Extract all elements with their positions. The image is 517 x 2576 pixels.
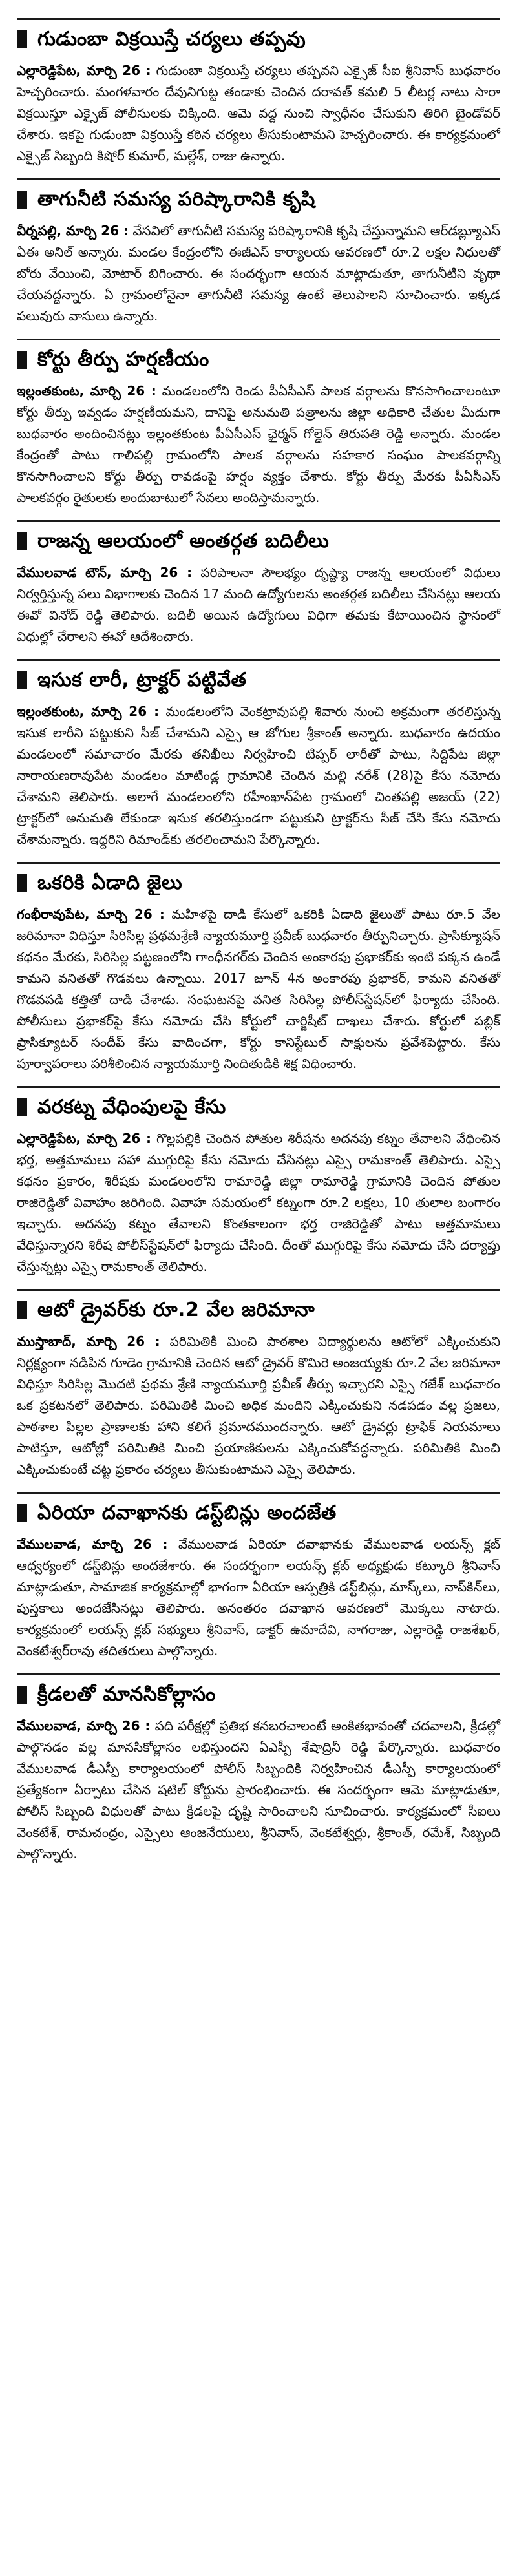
article-body-text: గుడుంబా విక్రయిస్తే చర్యలు తప్పవని ఎక్సైజ్ సీఐ శ్రీనివాస్ బుధవారం హెచ్చరించారు. మంగళవారం దేవునిగుట్ట తండాకు చెందిన దరావత్ కమలి 5 లీటర్ల నాటు సారా విక్రయిస్తూ ఎక్సైజ్ పోలీసులకు చిక్కింది. ఆమె వద్ద నుంచి స్వాధీనం చేసుకుని తిరిగి బైండోవర్ చేశారు. ఇకపై గుడుంబా విక్రయిస్తే కఠిన చర్యలు తీసుకుంటామని హెచ్చరించారు. ఈ కార్యక్రమంలో ఎక్సైజ్ సిబ్బంది కిషోర్ కుమార్, మల్లేశ్, రాజు ఉన్నారు. (17, 63, 500, 163)
news-article (17, 1289, 500, 1480)
article-headline (17, 339, 500, 377)
article-body (17, 381, 500, 508)
article-headline (17, 1492, 500, 1530)
article-headline (17, 862, 500, 900)
article-headline (17, 1086, 500, 1124)
article-body-text: పరిమితికి మించి పాఠశాల విద్యార్థులను ఆటోలో ఎక్కించుకుని నిర్లక్ష్యంగా నడిపిన గూడెం గ్రామానికి చెందిన ఆటో డ్రైవర్ కొమిరె అంజయ్యకు రూ.2 వేల జరిమానా విధిస్తూ సిరిసిల్ల మొదటి ప్రథమ శ్రేణి న్యాయమూర్తి ప్రవీణ్ తీర్పు ఇచ్చారని ఎస్సై గజేశ్ బుధవారం ఒక ప్రకటనలో తెలిపారు. పరిమితికి మించి అధిక మందిని ఎక్కించుకుని నడపడం వల్ల ప్రజలు, పాఠశాల పిల్లల ప్రాణాలకు హాని కలిగే ప్రమాదముందన్నారు. ఆటో డ్రైవర్లు ట్రాఫిక్ నియమాలు పాటిస్తూ, ఆటోల్లో పరిమితికి మించి ప్రయాణికులను ఎక్కించుకోవద్దన్నారు. పరిమితికి మించి ఎక్కించుకుంటే చట్ట ప్రకారం చర్యలు తీసుకుంటామని ఎస్సై తెలిపారు. (17, 1334, 500, 1477)
article-body (17, 904, 500, 1074)
article-headline (17, 659, 500, 697)
article-dateline: ఎల్లారెడ్డిపేట, మార్చి 26 : (17, 63, 151, 78)
article-body-text: పరిపాలనా సౌలభ్యం దృష్ట్యా రాజన్న ఆలయంలో విధులు నిర్వర్తిస్తున్న పలు విభాగాలకు చెందిన 17 మంది ఉద్యోగులను అంతర్గత బదిలీలు చేసినట్లు ఆలయ ఈవో వినోద్ రెడ్డి తెలిపారు. బదిలీ అయిన ఉద్యోగులు విధిగా తమకు కేటాయించిన స్థానంలో విధుల్లో చేరాలని ఈవో ఆదేశించారు. (17, 565, 500, 644)
article-dateline: వేములవాడ, మార్చి 26 : (17, 1536, 168, 1552)
news-article (17, 1492, 500, 1662)
article-headline-text: ఆటో డ్రైవర్‌కు రూ.2 వేల జరిమానా (37, 1299, 315, 1321)
news-article (17, 18, 500, 167)
article-headline (17, 1289, 500, 1327)
article-body (17, 1128, 500, 1277)
article-body-text: పది పరీక్షల్లో ప్రతిభ కనబరచాలంటే అంకితభావంతో చదవాలని, క్రీడల్లో పాల్గొనడం వల్ల మానసికోల్లాసం లభిస్తుందని ఏఎస్పీ శేషాద్రినీ రెడ్డి పేర్కొన్నారు. బుధవారం వేములవాడ డీఎస్పీ కార్యాలయంలో పోలీస్ సిబ్బందికి నిర్వహించిన డీఎస్పీ కార్యాలయంలో ప్రత్యేకంగా ఏర్పాటు చేసిన షటిల్ కోర్టును ప్రారంభించారు. ఈ సందర్భంగా ఆమె మాట్లాడుతూ, పోలీస్ సిబ్బంది విధులతో పాటు క్రీడలపై దృష్టి సారించాలని సూచించారు. కార్యక్రమంలో సీఐలు వెంకటేశ్, రామచంద్రం, ఎస్సైలు ఆంజనేయులు, శ్రీనివాస్, వెంకటేశ్వర్లు, శ్రీకాంత్, రమేశ్, సిబ్బంది పాల్గొన్నారు. (17, 1718, 500, 1861)
article-dateline: ఇల్లంతకుంట, మార్చి 26 : (17, 704, 160, 719)
article-headline (17, 520, 500, 558)
article-headline-text: ఒకరికి ఏడాది జైలు (37, 872, 183, 894)
news-article (17, 178, 500, 327)
article-dateline: ఇల్లంతకుంట, మార్చి 26 : (17, 383, 156, 399)
article-body (17, 60, 500, 167)
article-headline (17, 18, 500, 56)
article-body (17, 562, 500, 647)
article-headline (17, 178, 500, 216)
article-headline-text: రాజన్న ఆలయంలో అంతర్గత బదిలీలు (37, 530, 330, 552)
article-headline-text: వరకట్న వేధింపులపై కేసు (37, 1096, 226, 1118)
article-body-text: గొల్లపల్లికి చెందిన పోతుల శిరీషను అదనపు కట్నం తేవాలని వేధించిన భర్త, అత్తమామలు సహా ముగ్గురిపై కేసు నమోదు చేసినట్లు ఎస్సై రామకాంత్ తెలిపారు. ఎస్సై కథనం ప్రకారం, శిరీషకు మండలంలోని రామారెడ్డి జిల్లా రామారెడ్డి గ్రామానికి చెందిన పోతుల రాజిరెడ్డితో వివాహం జరిగింది. వివాహ సమయంలో కట్నంగా రూ.2 లక్షలు, 10 తులాల బంగారం ఇచ్చారు. అదనపు కట్నం తేవాలని కొంతకాలంగా భర్త రాజిరెడ్డితో పాటు అత్తమామలు వేధిస్తున్నారని శిరీష పోలీస్‌స్టేషన్‌లో ఫిర్యాదు చేసింది. దీంతో ముగ్గురిపై కేసు నమోదు చేసి దర్యాప్తు చేస్తున్నట్లు ఎస్సై రామకాంత్ తెలిపారు. (17, 1131, 500, 1274)
article-body-text: మహిళపై దాడి కేసులో ఒకరికి ఏడాది జైలుతో పాటు రూ.5 వేల జరిమానా విధిస్తూ సిరిసిల్ల ప్రథమశ్రేణి న్యాయమూర్తి ప్రవీణ్ బుధవారం తీర్పునిచ్చారు. ప్రాసిక్యూషన్ కథనం మేరకు, సిరిసిల్ల పట్టణంలోని గాంధీనగర్‌కు చెందిన అంకారపు ప్రభాకర్‌కు ఇంటి పక్కన ఉండే కామని వనితతో గొడవలు ఉన్నాయి. 2017 జూన్ 4న అంకారపు ప్రభాకర్, కామని వనితతో గొడవపడి కత్తితో దాడి చేశాడు. సంఘటనపై వనిత సిరిసిల్ల పోలీస్‌స్టేషన్‌లో ఫిర్యాదు చేసింది. పోలీసులు ప్రభాకర్‌పై కేసు నమోదు చేసి కోర్టులో చార్జిషీట్ దాఖలు చేశారు. కోర్టులో పబ్లిక్ ప్రాసిక్యూటర్ సందీప్ కేసు వాదించగా, కోర్టు కానిస్టేబుల్ సాక్షులను ప్రవేశపెట్టారు. కేసు పూర్వాపరాలు పరిశీలించిన న్యాయమూర్తి నిందితుడికి శిక్ష విధించారు. (17, 906, 500, 1071)
article-headline-text: తాగునీటి సమస్య పరిష్కారానికి కృషి (37, 188, 315, 211)
article-dateline: ఎల్లారెడ్డిపేట, మార్చి 26 : (17, 1131, 151, 1146)
article-headline (17, 1673, 500, 1712)
article-dateline: వేములవాడ టౌన్, మార్చి 26 : (17, 565, 193, 580)
article-body (17, 1715, 500, 1865)
article-headline-text: గుడుంబా విక్రయిస్తే చర్యలు తప్పవు (37, 28, 306, 50)
article-body (17, 220, 500, 327)
news-article (17, 1086, 500, 1277)
article-dateline: వేములవాడ, మార్చి 26 : (17, 1718, 151, 1733)
article-body (17, 1331, 500, 1480)
article-headline-text: ఇసుక లారీ, ట్రాక్టర్ పట్టివేత (37, 669, 247, 691)
news-article (17, 1673, 500, 1865)
news-article (17, 659, 500, 850)
article-headline-text: కోర్టు తీర్పు హర్షణీయం (37, 348, 209, 371)
article-headline-text: క్రీడలతో మానసికోల్లాసం (37, 1683, 216, 1706)
article-dateline: గంభీరావుపేట, మార్చి 26 : (17, 906, 165, 922)
article-body-text: మండలంలోని రెండు పీఏసీఎస్ పాలక వర్గాలను కొనసాగించాలంటూ కోర్టు తీర్పు ఇవ్వడం హర్షణీయమని, దానిపై అనుమతి పత్రాలను జిల్లా అధికారి చేతుల మీదుగా బుధవారం అందించినట్లు ఇల్లంతకుంట పీఏసీఎస్ ఛైర్మన్ గోల్డెన్ తిరుపతి రెడ్డి అన్నారు. మండల కేంద్రంతో పాటు గాలిపల్లి గ్రామంలోని పాలక వర్గాలను సహకార సంఘం పాలకవర్గాన్ని కొనసాగించాలని కోర్టు తీర్పు రావడంపై హర్షం వ్యక్తం చేశారు. కోర్టు తీర్పు మేరకు పీఏసీఎస్ పాలకవర్గం రైతులకు అందుబాటులో సేవలు అందిస్తామన్నారు. (17, 383, 500, 505)
article-body (17, 701, 500, 850)
article-body-text: వేసవిలో తాగునీటి సమస్య పరిష్కారానికి కృషి చేస్తున్నామని ఆర్‌డబ్ల్యూఎస్ ఏఈ అనిల్ అన్నారు. మండల కేంద్రంలోని ఈజీఎస్ కార్యాలయ ఆవరణలో రూ.2 లక్షల నిధులతో బోరు వేయించి, మోటార్ బిగించారు. ఈ సందర్భంగా ఆయన మాట్లాడుతూ, తాగునీటిని వృథా చేయవద్దన్నారు. ఏ గ్రామంలోనైనా తాగునీటి సమస్య ఉంటే తెలుపాలని సూచించారు. ఇక్కడ పలువురు వాసులు ఉన్నారు. (17, 223, 501, 324)
article-dateline: ముస్తాబాద్, మార్చి 26 : (17, 1334, 160, 1349)
article-body (17, 1534, 500, 1662)
article-headline-text: ఏరియా దవాఖానకు డస్ట్‌బిన్లు అందజేత (37, 1502, 337, 1524)
article-body-text: వేములవాడ ఏరియా దవాఖానకు వేములవాడ లయన్స్ క్లబ్ ఆధ్వర్యంలో డస్ట్‌బిన్లు అందజేశారు. ఈ సందర్భంగా లయన్స్ క్లబ్ అధ్యక్షుడు కట్కూరి శ్రీనివాస్ మాట్లాడుతూ, సామాజిక కార్యక్రమాల్లో భాగంగా ఏరియా ఆస్పత్రికి డస్ట్‌బిన్లు, మాస్క్‌లు, నాప్‌కిన్‌లు, పుస్తకాలు అందజేసినట్లు తెలిపారు. అనంతరం దవాఖాన ఆవరణలో మొక్కలు నాటారు. కార్యక్రమంలో లయన్స్ క్లబ్ సభ్యులు శ్రీనివాస్, డాక్టర్ ఉమాదేవి, నాగరాజు, ఎల్లారెడ్డి రాజశేఖర్, వెంకటేశ్వర్‌రావు తదితరులు పాల్గొన్నారు. (17, 1536, 501, 1659)
news-article (17, 339, 500, 508)
news-article (17, 862, 500, 1074)
article-body-text: మండలంలోని వెంకట్రావుపల్లి శివారు నుంచి అక్రమంగా తరలిస్తున్న ఇసుక లారీని పట్టుకుని సీజ్ చేశామని ఎస్సై ఆ జోగుల శ్రీకాంత్ అన్నారు. బుధవారం ఉదయం మండలంలో సమాచారం మేరకు తనిఖీలు నిర్వహించి టిప్పర్ లారీతో పాటు, సిద్దిపేట జిల్లా నారాయణరావుపేట మండలం మాటిండ్ల గ్రామానికి చెందిన మల్లి నరేశ్ (28)పై కేసు నమోదు చేశామని తెలిపారు. అలాగే మండలంలోని రహీంఖాన్‌పేట గ్రామంలో చింతపల్లి అజయ్ (22) ట్రాక్టర్‌లో అనుమతి లేకుండా ఇసుక తరలిస్తుండగా పట్టుకుని ట్రాక్టర్‌ను సీజ్ చేసి కేసు నమోదు చేశామన్నారు. ఇద్దరిని రిమాండ్‌కు తరలించామని పేర్కొన్నారు. (17, 704, 501, 847)
news-article (17, 520, 500, 647)
article-dateline: వీర్నపల్లి, మార్చి 26 : (17, 223, 129, 238)
